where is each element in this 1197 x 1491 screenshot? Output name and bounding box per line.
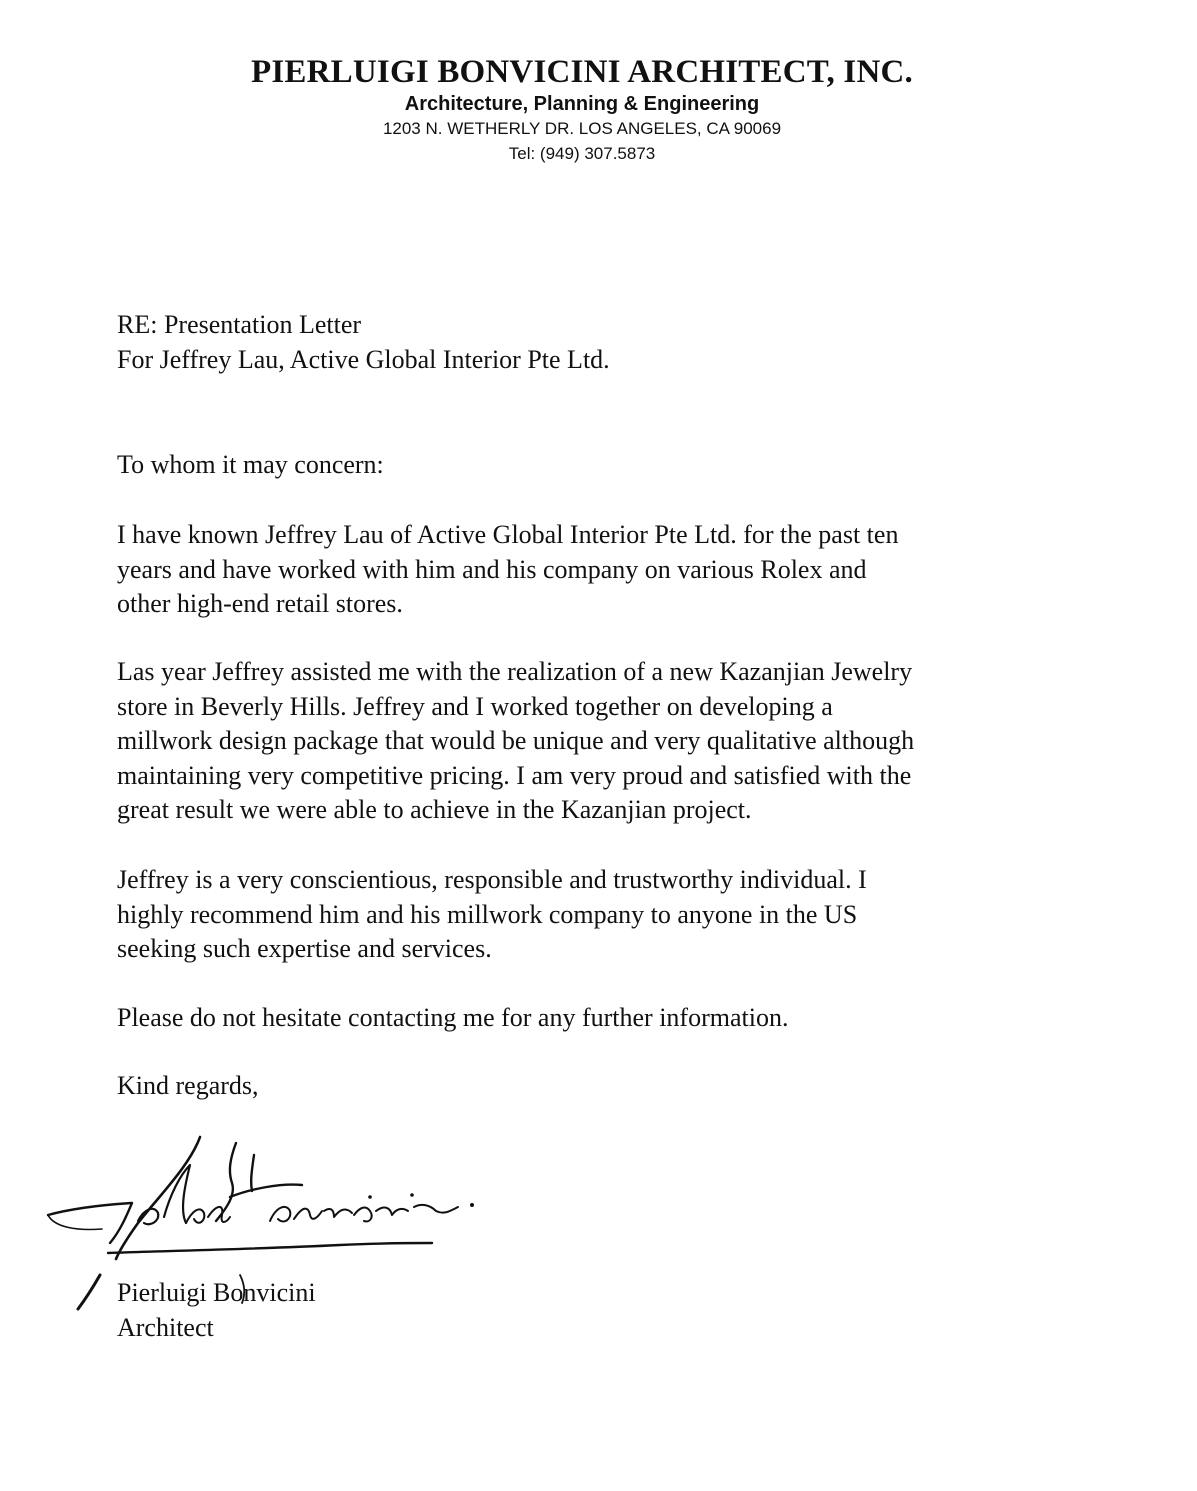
paragraph-line: Las year Jeffrey assisted me with the realization of a new Kazanjian Jewelry — [117, 657, 913, 686]
letterhead — [0, 52, 1164, 166]
closing: Kind regards, — [117, 1071, 259, 1100]
paragraph-line: Jeffrey is a very conscientious, responsible and trustworthy individual. I — [117, 865, 867, 894]
paragraph-known-jeffrey — [117, 518, 1077, 622]
paragraph-line: highly recommend him and his millwork company to anyone in the US — [117, 899, 858, 929]
paragraph-line: seeking such expertise and services. — [117, 934, 492, 963]
firm-tagline: Architecture, Planning & Engineering — [404, 93, 760, 115]
paragraph-line: millwork design package that would be unique and very qualitative although — [117, 726, 915, 755]
paragraph-line: store in Beverly Hills. Jeffrey and I worked together on developing a — [117, 691, 833, 721]
paragraph-line: maintaining very competitive pricing. I am very proud and satisfied with the — [117, 760, 912, 790]
re-line: RE: Presentation Letter — [117, 310, 362, 339]
firm-phone: Tel: (949) 307.5873 — [508, 144, 656, 163]
paragraph-line: I have known Jeffrey Lau of Active Global Interior Pte Ltd. for the past ten — [117, 520, 899, 549]
paragraph-line: Please do not hesitate contacting me for any further information. — [117, 1003, 789, 1032]
paragraph-line: other high-end retail stores. — [117, 589, 403, 618]
firm-address: 1203 N. WETHERLY DR. LOS ANGELES, CA 90069 — [382, 119, 782, 138]
signer-title: Architect — [117, 1312, 214, 1342]
paragraph-recommendation — [117, 863, 1077, 967]
signer-name: Pierluigi Bonvicini — [117, 1278, 316, 1307]
for-line: For Jeffrey Lau, Active Global Interior Pte Ltd. — [117, 344, 610, 374]
paragraph-line: great result we were able to achieve in the Kazanjian project. — [117, 795, 752, 824]
paragraph-kazanjian-project — [117, 655, 1077, 828]
salutation: To whom it may concern: — [117, 450, 384, 479]
subject-block — [117, 308, 1077, 377]
paragraph-contact — [117, 1001, 1077, 1036]
firm-name: PIERLUIGI BONVICINI ARCHITECT, INC. — [251, 54, 913, 90]
paragraph-line: years and have worked with him and his company on various Rolex and — [117, 554, 867, 584]
signer-block — [117, 1276, 1077, 1345]
